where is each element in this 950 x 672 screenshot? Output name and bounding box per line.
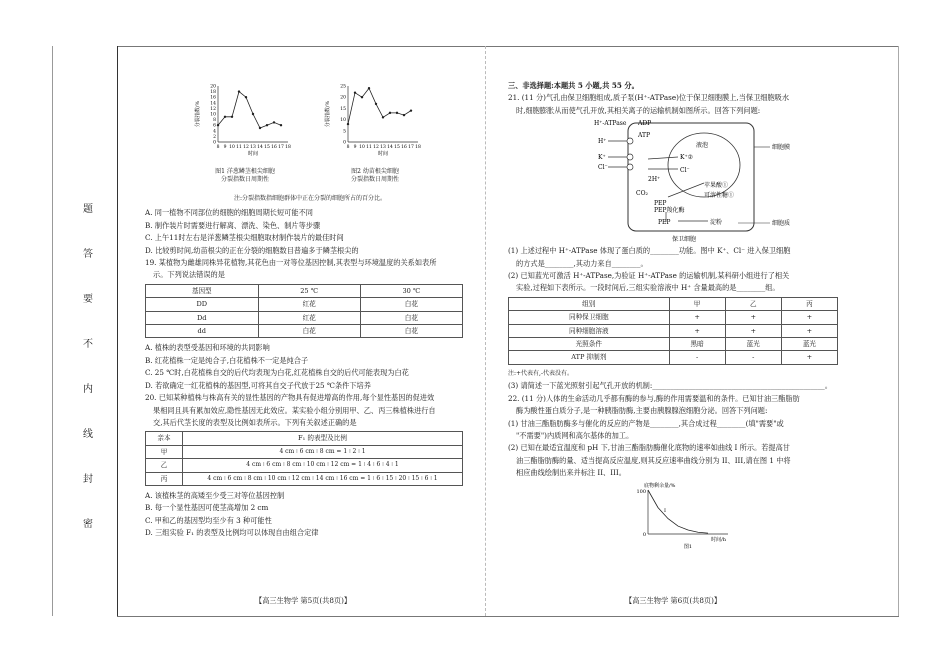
column-divider (485, 46, 487, 616)
fig1-data-point (245, 96, 247, 98)
table-cell: 白花 (258, 325, 360, 338)
left-page-footer: 【高三生物学 第5页(共8页)】 (255, 596, 352, 605)
table-cell: 蓝光 (725, 338, 781, 351)
malate-label: 苹果酸① (704, 182, 729, 190)
figure-1-chart (190, 80, 300, 168)
fig2-y-tick-label: 15 (340, 106, 346, 112)
q21-part3: (3) 请简述一下蓝光照射引起气孔开放的机制:________________________________________________。 (508, 381, 832, 391)
soluble-sugar-label: 可溶性糖① (704, 192, 735, 200)
fig1-y-tick-label: 0 (213, 140, 216, 146)
q21-table (508, 297, 838, 365)
pep-label: PEP (658, 219, 671, 227)
fig1-y-tick-label: 16 (210, 95, 216, 101)
q22-part1-line2: "不需要")内质网和高尔基体的加工。 (516, 430, 634, 440)
fig1-data-point (273, 121, 275, 123)
fig3-y-axis-label: 底物剩余量/% (644, 482, 676, 489)
binding-char: 线 (83, 429, 93, 440)
q19-stem-2: 示。下列说法错误的是 (153, 270, 225, 280)
binding-char: 题 (83, 204, 93, 215)
binding-warning (78, 200, 98, 530)
atp-label: ATP (638, 132, 651, 140)
figure-1-caption-1: 图1 洋葱鳞茎根尖细胞 (215, 168, 275, 175)
table-cell: + (781, 324, 837, 337)
fig1-x-tick-label: 12 (243, 145, 249, 150)
q22-stem-2: 酶为酸性蛋白质分子,是一种胰脂肪酶,主要由胰腺腺泡细胞分泌。回答下列问题: (516, 406, 768, 416)
table-cell: + (725, 311, 781, 324)
q19-option-a: A. 植株的表型受基因和环境的共同影响 (145, 343, 270, 353)
fig2-y-tick-label: 5 (343, 129, 346, 135)
table-row (509, 311, 838, 324)
figure-2-caption-2: 分裂指数日周期性 (350, 176, 399, 183)
k-vacuole-arrow (648, 157, 678, 159)
pep-enzyme-label-1: PEP (654, 200, 667, 208)
table-cell: 甲 (146, 445, 183, 458)
table-cell: - (669, 351, 725, 364)
table-header: 亲本 (146, 432, 183, 445)
adp-label: ADP (638, 120, 652, 128)
fig2-x-tick-label: 16 (401, 145, 407, 150)
fig2-x-tick-label: 13 (380, 145, 386, 150)
membrane-label: 细胞膜 (772, 144, 791, 152)
figure-row (145, 80, 475, 192)
fig3-curve-i (648, 490, 708, 533)
frame-top-line (117, 46, 899, 47)
table-header: 组别 (509, 297, 670, 310)
k-in-label: K⁺ (598, 154, 606, 162)
figure-3-wrap (508, 480, 853, 554)
table-cell: 白花 (360, 325, 462, 338)
figure-2-chart (320, 80, 430, 168)
paper-edge-left (52, 46, 53, 616)
figure-note: 注:分裂指数指细胞群体中正在分裂的细胞所占的百分比。 (233, 195, 387, 202)
fig1-data-point (217, 124, 219, 126)
vacuole-label: 液泡 (696, 142, 709, 150)
q18-option-c: C. 上午11时左右是洋葱鳞茎根尖细胞取材制作装片的最佳时间 (145, 233, 344, 243)
fig3-y-tick-label: 100 (636, 488, 646, 495)
fig1-data-point (280, 124, 282, 126)
fig1-x-tick-label: 15 (264, 145, 270, 150)
table-cell: + (781, 351, 837, 364)
fig1-y-tick-label: 18 (210, 90, 216, 96)
cl-in-label: Cl⁻ (598, 164, 608, 172)
binding-char: 答 (83, 249, 93, 260)
table-cell: 4 cm ∶ 6 cm ∶ 8 cm = 1 ∶ 2 ∶ 1 (183, 445, 463, 458)
fig1-x-tick-label: 10 (229, 145, 235, 150)
fig1-y-tick-label: 4 (213, 129, 216, 135)
q19-option-d: D. 若欲确定一红花植株的基因型,可将其自交子代放于25 ℃条件下培养 (145, 380, 371, 390)
q20-stem-1: 20. 已知某种植株与株高有关的显性基因的产物具有促进增高的作用,每个显性基因的促进效 (145, 393, 435, 403)
table-row (146, 325, 463, 338)
fig2-x-tick-label: 12 (373, 145, 379, 150)
proton-pump-icon (627, 138, 633, 144)
fig2-data-point (410, 109, 412, 111)
q20-option-a: A. 该植株茎的高矮至少受三对等位基因控制 (145, 490, 285, 500)
fig2-y-axis-label: 分裂指数/% (325, 100, 331, 128)
fig1-series-line (218, 92, 281, 128)
table-cell: 红花 (258, 311, 360, 324)
binding-char: 内 (83, 384, 93, 395)
fig1-x-tick-label: 14 (257, 145, 263, 150)
fig2-data-point (389, 112, 391, 114)
table-header-row (509, 297, 838, 310)
table-cell: 光照条件 (509, 338, 670, 351)
starch-label: 淀粉 (710, 219, 723, 227)
co2-label: CO₂ (636, 190, 648, 198)
table-row (146, 472, 463, 485)
k-vacuole-label: K⁺② (680, 154, 694, 162)
figure-2 (320, 80, 430, 184)
q22-part2-line3: 相应曲线绘制出来并标注 II、III。 (516, 468, 626, 478)
fig2-data-point (354, 92, 356, 94)
fig2-data-point (361, 96, 363, 98)
fig2-x-tick-label: 15 (394, 145, 400, 150)
cl-channel-icon (627, 164, 633, 170)
pep-enzyme-label-2: PEP羧化酶 (654, 207, 685, 215)
fig1-data-point (224, 116, 226, 118)
fig1-y-tick-label: 14 (210, 101, 216, 107)
fig2-data-point (403, 114, 405, 116)
q21-part2-line1: (2) 已知蓝光可激活 H⁺-ATPase,为验证 H⁺-ATPase 的运输机制,某科研小组进行了相关 (508, 271, 790, 281)
table-header: 丙 (781, 297, 837, 310)
table-note: 注:+代表有,-代表没有。 (508, 369, 573, 377)
q18-option-d: D. 比较剪时间,幼苗根尖的正在分裂的细胞数目普遍多于鳞茎根尖的 (145, 245, 359, 255)
binding-char: 封 (83, 474, 93, 485)
table-cell: - (725, 351, 781, 364)
table-row (509, 338, 838, 351)
q20-stem-2: 果相同且具有累加效应,隐性基因无此效应。某实验小组分别用甲、乙、丙三株植株进行自 (153, 405, 436, 415)
h-atpase-label: H⁺-ATPase (594, 120, 627, 128)
fig2-y-tick-label: 0 (343, 140, 346, 146)
figure-3-chart (618, 480, 758, 554)
table-row (146, 311, 463, 324)
fig1-x-tick-label: 16 (271, 145, 277, 150)
fig2-data-point (347, 123, 349, 125)
right-page-footer: 【高三生物学 第6页(共8页)】 (625, 596, 722, 605)
table-header: 基因型 (146, 284, 259, 297)
table-cell: Dd (146, 311, 259, 324)
q20-stem-3: 交,其后代茎长度的表型及比例如表所示。下列有关叙述正确的是 (153, 417, 357, 427)
fig2-data-point (396, 112, 398, 114)
binding-char: 密 (83, 519, 93, 530)
fig3-curve-label: I (664, 507, 666, 514)
table-cell: ATP 抑制剂 (509, 351, 670, 364)
table-cell: + (725, 324, 781, 337)
table-cell: 蓝光 (781, 338, 837, 351)
table-cell: DD (146, 298, 259, 311)
binding-line (117, 46, 118, 616)
table-row (509, 351, 838, 364)
table-cell: 白花 (360, 298, 462, 311)
fig1-y-tick-label: 6 (213, 123, 216, 129)
table-cell: + (669, 311, 725, 324)
fig1-x-tick-label: 11 (236, 145, 242, 150)
table-cell: 同种保卫细胞 (509, 311, 670, 324)
table-cell: 4 cm ∶ 6 cm ∶ 8 cm ∶ 10 cm ∶ 12 cm = 1 ∶ 4 ∶ 6 ∶ 4 ∶ 1 (183, 459, 463, 472)
table-header: 甲 (669, 297, 725, 310)
table-header: F₁ 的表型及比例 (183, 432, 463, 445)
table-cell: + (669, 324, 725, 337)
q20-option-c: C. 甲和乙的基因型均至少有 3 种可能性 (145, 515, 272, 525)
cell-membrane-outline (628, 123, 754, 231)
fig2-x-tick-label: 9 (353, 145, 357, 150)
q19-table (145, 284, 463, 339)
table-row (146, 459, 463, 472)
figure-2-caption-1: 图2 幼苗根尖细胞 (351, 168, 399, 175)
q22-part2-line2: 油三酯脂肪酶的量、适当提高反应温度,则其反应速率曲线分别为 II、III,请在图 1 中将 (516, 455, 791, 465)
paper-edge-right (898, 46, 899, 616)
q21-stem-1: 21. (11 分)气孔由保卫细胞组成,质子泵(H⁺-ATPase)位于保卫细胞膜上,当保卫细胞吸水 (508, 93, 790, 103)
q18-option-b: B. 制作装片时需要进行解离、漂洗、染色、制片等步骤 (145, 220, 321, 230)
fig1-data-point (266, 124, 268, 126)
fig2-x-tick-label: 14 (387, 145, 393, 150)
fig2-data-point (368, 87, 370, 89)
table-row (146, 445, 463, 458)
fig3-origin-label: 0 (642, 531, 646, 538)
q21-part1-line1: (1) 上述过程中 H⁺-ATPase 体现了蛋白质的________功能。图中 K⁺、Cl⁻ 进入保卫细胞 (508, 246, 791, 256)
fig1-x-tick-label: 8 (216, 145, 220, 150)
fig2-series-line (348, 88, 411, 124)
q22-part2-line1: (2) 已知在最适宜温度和 pH 下,甘油三酯脂肪酶催化底物的速率如曲线 I 所示。若提高甘 (508, 443, 790, 453)
table-row (146, 298, 463, 311)
fig1-x-tick-label: 17 (278, 145, 284, 150)
q19-stem-1: 19. 某植物为雌雄同株异花植物,其花色由一对等位基因控制,其表型与环境温度的关系如表所 (145, 258, 437, 268)
table-cell: 同种细胞溶液 (509, 324, 670, 337)
table-cell: 乙 (146, 459, 183, 472)
table-cell: 4 cm ∶ 6 cm ∶ 8 cm ∶ 10 cm ∶ 12 cm ∶ 14 cm ∶ 16 cm = 1 ∶ 6 ∶ 15 ∶ 20 ∶ 15 ∶ 6 ∶ 1 (183, 472, 463, 485)
table-row (509, 324, 838, 337)
left-page (145, 80, 475, 540)
fig1-y-tick-label: 12 (210, 106, 216, 112)
q21-part1-line2: 的方式是________,其动力来自________。 (516, 258, 648, 268)
table-header-row (146, 284, 463, 297)
section-title: 三、非选择题:本题共 5 小题,共 55 分。 (508, 81, 639, 90)
table-cell: 红花 (258, 298, 360, 311)
q18-option-a: A. 同一植物不同部位的细胞的细胞周期长短可能不同 (145, 208, 313, 218)
q20-option-b: B. 每一个显性基因可使茎高增加 2 cm (145, 503, 269, 513)
q22-part1-line1: (1) 甘油三酯脂肪酶多与催化的反应的产物是________,其合成过程________(填"需要"或 (508, 418, 784, 428)
2h-label: 2H⁺ (648, 176, 661, 184)
table-header-row (146, 432, 463, 445)
guard-cell-diagram (508, 117, 853, 245)
fig2-data-point (382, 116, 384, 118)
table-cell: 白花 (360, 311, 462, 324)
fig2-x-tick-label: 17 (408, 145, 414, 150)
table-header: 25 ℃ (258, 284, 360, 297)
fig1-x-tick-label: 9 (223, 145, 227, 150)
fig3-x-axis-label: 时间/h (711, 536, 726, 543)
fig1-data-point (259, 127, 261, 129)
q20-table (145, 431, 463, 486)
fig2-x-axis-label: 时间 (377, 151, 389, 157)
fig2-x-tick-label: 10 (359, 145, 365, 150)
binding-char: 要 (83, 294, 93, 305)
fig2-y-tick-label: 10 (340, 118, 346, 124)
fig1-x-tick-label: 13 (250, 145, 256, 150)
fig1-x-axis-label: 时间 (247, 151, 259, 157)
table-cell: 丙 (146, 472, 183, 485)
fig1-y-tick-label: 20 (210, 84, 216, 90)
q21-part2-line2: 实验,过程如下表所示。一段时间后,三组实验溶液中 H⁺ 含量最高的是________组。 (516, 283, 780, 293)
fig1-y-tick-label: 2 (213, 134, 216, 140)
guard-cell-svg (508, 117, 853, 245)
k-channel-icon (627, 154, 633, 160)
fig2-x-tick-label: 11 (366, 145, 372, 150)
cl-vacuole-label: Cl⁻ (680, 167, 690, 175)
fig2-x-tick-label: 8 (346, 145, 350, 150)
fig1-data-point (252, 113, 254, 115)
figure-1-caption-2: 分裂指数日周期性 (220, 176, 269, 183)
q19-option-c: C. 25 ℃时,白花植株自交的后代均表现为白花,红花植株自交的后代可能表现为白花 (145, 368, 409, 378)
cytoplasm-label: 细胞质 (772, 220, 791, 228)
diagram-caption: 保卫细胞 (672, 236, 697, 244)
q20-option-d: D. 三组实验 F₁ 的表型及比例均可以体现自由组合定律 (145, 528, 319, 538)
fig2-y-tick-label: 25 (340, 84, 346, 90)
fig3-caption: 图1 (683, 543, 693, 550)
fig1-y-tick-label: 10 (210, 112, 216, 118)
fig2-data-point (375, 103, 377, 105)
q22-stem-1: 22. (11 分)人体的生命活动几乎都有酶的参与,酶的作用需要温和的条件。已知甘油三酯脂肪 (508, 393, 800, 403)
frame-bottom-line (117, 616, 899, 617)
h-out-label: H⁺ (598, 138, 607, 146)
table-header: 30 ℃ (360, 284, 462, 297)
right-page (508, 80, 853, 554)
q19-option-b: B. 红花植株一定是纯合子,白花植株不一定是纯合子 (145, 355, 309, 365)
figure-1 (190, 80, 300, 184)
fig1-y-axis-label: 分裂指数/% (195, 100, 201, 128)
fig1-y-tick-label: 8 (213, 118, 216, 124)
binding-char: 不 (83, 339, 93, 350)
q21-stem-2: 时,细胞膨胀从而使气孔开放,其相关离子的运输机制如图所示。回答下列问题: (516, 105, 761, 115)
table-cell: dd (146, 325, 259, 338)
fig1-data-point (238, 90, 240, 92)
fig1-x-tick-label: 18 (285, 145, 291, 150)
fig2-x-tick-label: 18 (415, 145, 421, 150)
fig2-y-tick-label: 20 (340, 95, 346, 101)
malate-arrow (668, 183, 704, 197)
table-header: 乙 (725, 297, 781, 310)
table-cell: + (781, 311, 837, 324)
fig1-data-point (231, 116, 233, 118)
table-cell: 黑暗 (669, 338, 725, 351)
